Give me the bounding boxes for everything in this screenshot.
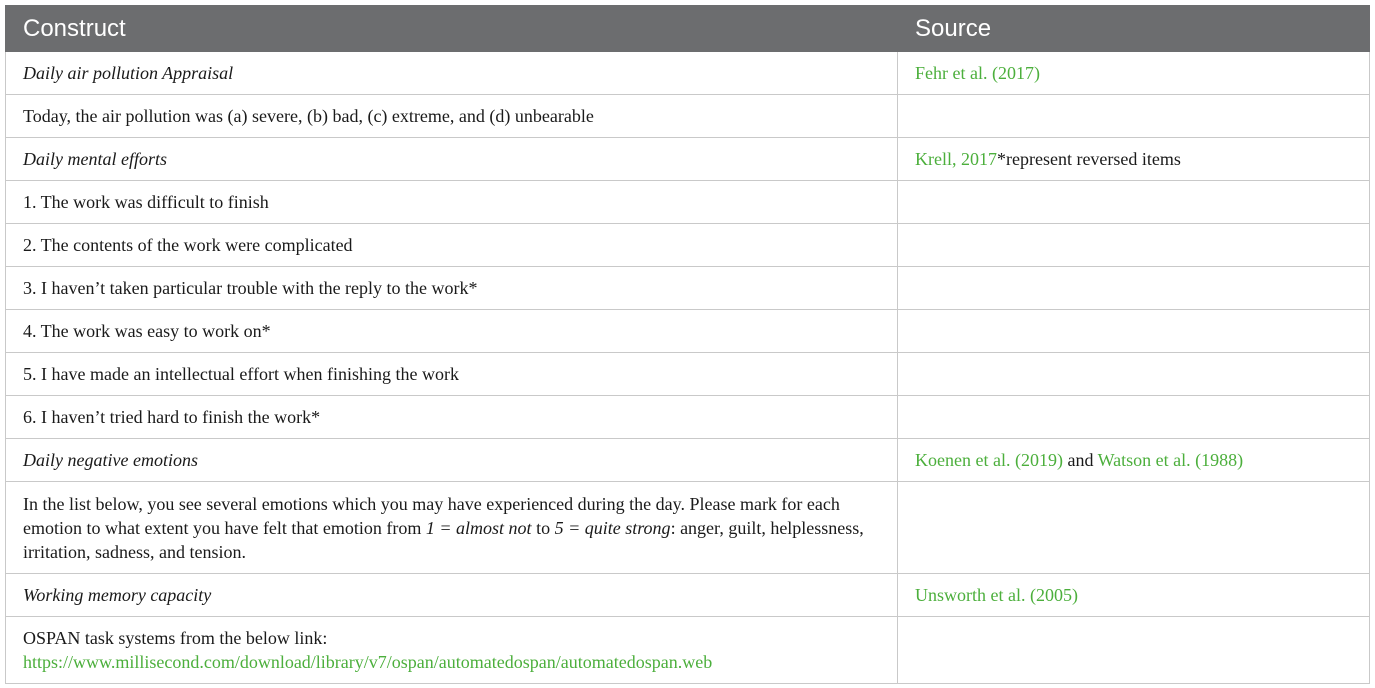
construct-cell bbox=[6, 617, 898, 684]
construct-text: to bbox=[531, 517, 555, 538]
table-row bbox=[6, 396, 1370, 439]
header-source: Source bbox=[898, 6, 1370, 52]
source-cell bbox=[898, 396, 1370, 439]
table-row bbox=[6, 52, 1370, 95]
source-cell bbox=[898, 482, 1370, 574]
source-note: *represent reversed items bbox=[996, 149, 1181, 169]
construct-cell: Working memory capacity bbox=[6, 574, 898, 617]
table-row bbox=[6, 310, 1370, 353]
source-link[interactable]: Unsworth et al. (2005) bbox=[915, 585, 1078, 605]
source-cell bbox=[898, 181, 1370, 224]
construct-text: OSPAN task systems from the below link: bbox=[23, 628, 328, 648]
table-row bbox=[6, 574, 1370, 617]
source-cell bbox=[898, 439, 1370, 482]
construct-cell: 2. The contents of the work were complicated bbox=[6, 224, 898, 267]
construct-cell: Daily negative emotions bbox=[6, 439, 898, 482]
source-cell bbox=[898, 224, 1370, 267]
constructs-table bbox=[5, 5, 1370, 684]
scale-low-label: 1 = almost not bbox=[425, 517, 532, 538]
source-link[interactable]: Koenen et al. (2019) bbox=[915, 450, 1063, 470]
construct-cell: 6. I haven’t tried hard to finish the work* bbox=[6, 396, 898, 439]
construct-cell: Daily mental efforts bbox=[6, 138, 898, 181]
source-cell bbox=[898, 574, 1370, 617]
source-link[interactable]: Fehr et al. (2017) bbox=[915, 63, 1040, 83]
source-cell bbox=[898, 95, 1370, 138]
source-cell bbox=[898, 310, 1370, 353]
table-row bbox=[6, 224, 1370, 267]
ospan-link[interactable]: https://www.millisecond.com/download/library/v7/ospan/automatedospan/automatedospan.web bbox=[23, 652, 713, 672]
table-row bbox=[6, 95, 1370, 138]
construct-cell: 1. The work was difficult to finish bbox=[6, 181, 898, 224]
construct-cell: 4. The work was easy to work on* bbox=[6, 310, 898, 353]
construct-cell: Daily air pollution Appraisal bbox=[6, 52, 898, 95]
source-cell bbox=[898, 353, 1370, 396]
table-row bbox=[6, 353, 1370, 396]
construct-cell bbox=[6, 482, 898, 574]
header-construct: Construct bbox=[6, 6, 898, 52]
table-row bbox=[6, 439, 1370, 482]
table-row bbox=[6, 138, 1370, 181]
source-link[interactable]: Krell, 2017 bbox=[915, 149, 997, 169]
table-row bbox=[6, 482, 1370, 574]
source-note: and bbox=[1062, 450, 1098, 470]
construct-cell: 3. I haven’t taken particular trouble with the reply to the work* bbox=[6, 267, 898, 310]
table-header-row bbox=[6, 6, 1370, 52]
construct-text: : anger, guilt, helplessness, irritation, sadness, and tension. bbox=[23, 517, 864, 562]
source-cell bbox=[898, 617, 1370, 684]
construct-cell: Today, the air pollution was (a) severe, (b) bad, (c) extreme, and (d) unbearable bbox=[6, 95, 898, 138]
source-cell bbox=[898, 52, 1370, 95]
scale-high-label: 5 = quite strong bbox=[554, 517, 671, 538]
source-cell bbox=[898, 138, 1370, 181]
construct-text: In the list below, you see several emotions which you may have experienced during the day. Please mark for each emotion to what extent you have felt that emotion from bbox=[23, 493, 840, 538]
table-row bbox=[6, 267, 1370, 310]
source-cell bbox=[898, 267, 1370, 310]
table-row bbox=[6, 617, 1370, 684]
table-row bbox=[6, 181, 1370, 224]
source-link-2[interactable]: Watson et al. (1988) bbox=[1097, 450, 1244, 470]
construct-cell: 5. I have made an intellectual effort when finishing the work bbox=[6, 353, 898, 396]
